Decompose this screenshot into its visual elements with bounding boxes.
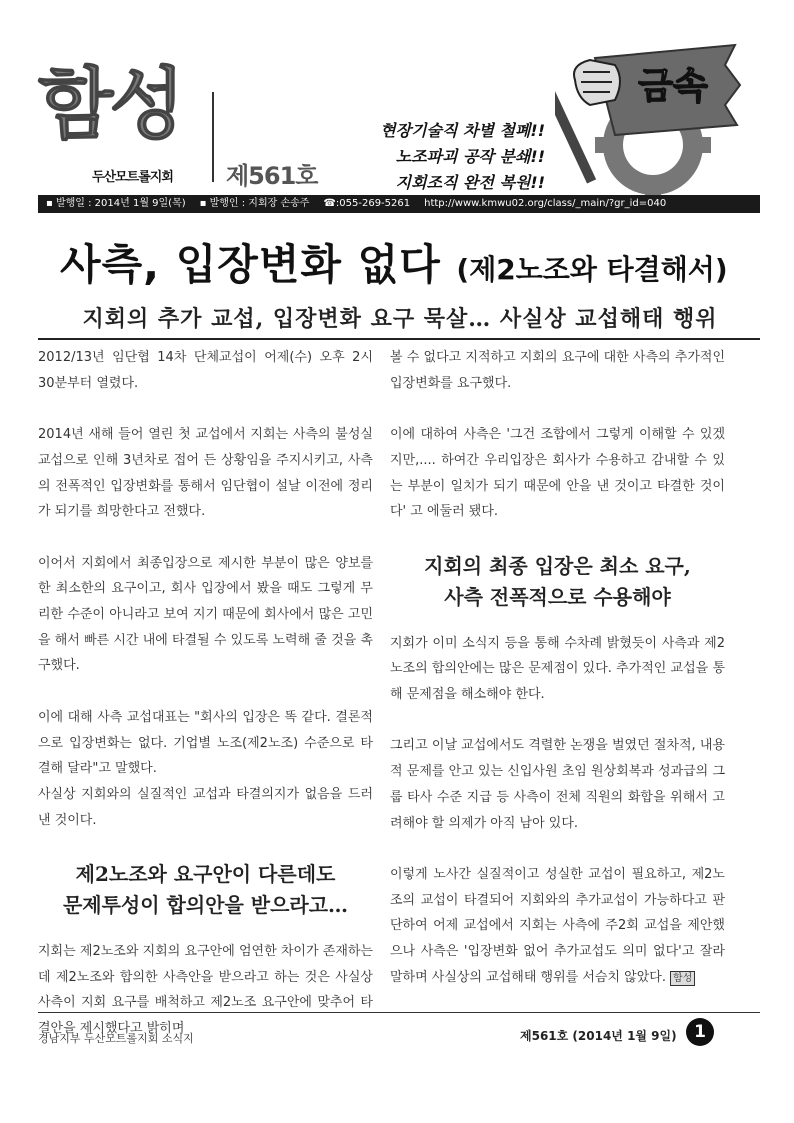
paragraph: 지회는 제2노조와 지회의 요구안에 엄연한 차이가 존재하는데 제2노조와 합의한 사측안을 받으라고 하는 것은 사실상 사측이 지회 요구를 배척하고 제2노조 요구안에 맞추어 타결안을 제시했다고 밝히며 — [38, 944, 373, 1037]
section-heading-line-2: 사측 전폭적으로 수용해야 — [444, 584, 671, 609]
paragraph: 볼 수 없다고 지적하고 지회의 요구에 대한 사측의 추가적인 입장변화를 요구했다. — [390, 350, 725, 391]
paragraph: 지회가 이미 소식지 등을 통해 수차례 밝혔듯이 사측과 제2노조의 합의안에는 많은 문제점이 있다. 추가적인 교섭을 통해 문제점을 해소해야 한다. — [390, 635, 725, 702]
right-column — [390, 345, 725, 990]
slogan-1: 현장기술직 차별 철폐!! — [380, 121, 545, 140]
subheadline: 지회의 추가 교섭, 입장변화 요구 묵살… 사실상 교섭해태 행위 — [82, 306, 718, 332]
slogan-2: 노조파괴 공작 분쇄!! — [395, 147, 545, 166]
section-heading — [38, 859, 373, 921]
union-emblem — [555, 40, 750, 195]
paragraph: 그리고 이날 교섭에서도 격렬한 논쟁을 벌였던 절차적, 내용적 문제를 안고 있는 신입사원 초임 원상회복과 성과급의 그룹 타사 수준 지급 등 사측이 전체 직원의 화합을 위해서 고려해야 할 의제가 아직 남아 있다. — [390, 738, 725, 831]
publisher: ▪ 발행인 : 지회장 손송주 — [199, 198, 310, 209]
left-column — [38, 345, 373, 1042]
masthead-divider — [212, 92, 214, 182]
paragraph: 이에 대해 사측 교섭대표는 "회사의 입장은 똑 같다. 결론적으로 입장변화는 없다. 기업별 노조(제2노조) 수준으로 타결해 달라"고 말했다. — [38, 709, 373, 777]
headline — [60, 232, 740, 292]
paragraph — [390, 862, 725, 991]
slogan-3: 지회조직 완전 복원!! — [395, 173, 545, 192]
publish-date: ▪ 발행일 : 2014년 1월 9일(목) — [46, 198, 186, 209]
info-bar — [38, 195, 760, 213]
paragraph: 사실상 지회와의 실질적인 교섭과 타결의지가 없음을 드러낸 것이다. — [38, 786, 373, 828]
org-name: 두산모트롤지회 — [92, 170, 173, 185]
website-link[interactable]: http://www.kmwu02.org/class/_main/?gr_id=040 — [424, 198, 667, 209]
emblem-text: 금속 — [638, 66, 708, 107]
footer-issue-date: 제561호 (2014년 1월 9일) — [520, 1029, 677, 1043]
paragraph-text: 이렇게 노사간 실질적이고 성실한 교섭이 필요하고, 제2노조의 교섭이 타결되어 지회와의 추가교섭이 가능하다고 판단하여 어제 교섭에서 지회는 사측에 주2회 교섭을 제안했으나 사측은 '입장변화 없어 추가교섭도 의미 없다'고 잘라 말하며 사실상의 교섭해태 행위를 서슴치 않았다. — [390, 866, 725, 985]
end-mark-badge: 함성 — [670, 971, 695, 986]
paragraph: 2014년 새해 들어 열린 첫 교섭에서 지회는 사측의 불성실교섭으로 인해 3년차로 접어 든 상황임을 주지시키고, 사측의 전폭적인 입장변화를 통해서 임단협이 설날 이전에 정리가 되기를 희망한다고 전했다. — [38, 427, 373, 520]
fist-icon — [574, 60, 620, 105]
section-heading-line-1: 지회의 최종 입장은 최소 요구, — [424, 553, 691, 578]
slogans — [370, 118, 545, 196]
paragraph: 2012/13년 임단협 14차 단체교섭이 어제(수) 오후 2시 30분부터 열렸다. — [38, 350, 373, 391]
section-heading-line-1: 제2노조와 요구안이 다른데도 — [75, 862, 336, 886]
headline-main: 사측, 입장변화 없다 — [60, 240, 441, 289]
issue-number: 제561호 — [226, 162, 318, 190]
section-heading-line-2: 문제투성이 합의안을 받으라고… — [62, 893, 349, 917]
paragraph: 이어서 지회에서 최종입장으로 제시한 부분이 많은 양보를 한 최소한의 요구이고, 회사 입장에서 봤을 때도 그렇게 무리한 수준이 아니라고 보여 지기 때문에 회사에서 많은 고민을 해서 빠른 시간 내에 타결될 수 있도록 노력해 줄 것을 촉구했다. — [38, 555, 373, 674]
paragraph: 이에 대하여 사측은 '그건 조합에서 그렇게 이해할 수 있겠지만,.... 하여간 우리입장은 회사가 수용하고 감내할 수 있는 부분이 일치가 되기 때문에 안을 낸 것이고 타결한 것이다' 고 에둘러 됐다. — [390, 427, 725, 520]
page-number: 1 — [686, 1018, 714, 1046]
section-heading — [390, 551, 725, 613]
headline-paren: (제2노조와 타결해서) — [456, 253, 728, 286]
headline-divider — [38, 338, 760, 340]
newsletter-logo: 함성 — [38, 60, 181, 150]
footer-divider — [38, 1012, 760, 1013]
footer-publication: 경남지부 두산모트롤지회 소식지 — [38, 1032, 194, 1045]
phone-number: ☎:055-269-5261 — [323, 198, 411, 209]
